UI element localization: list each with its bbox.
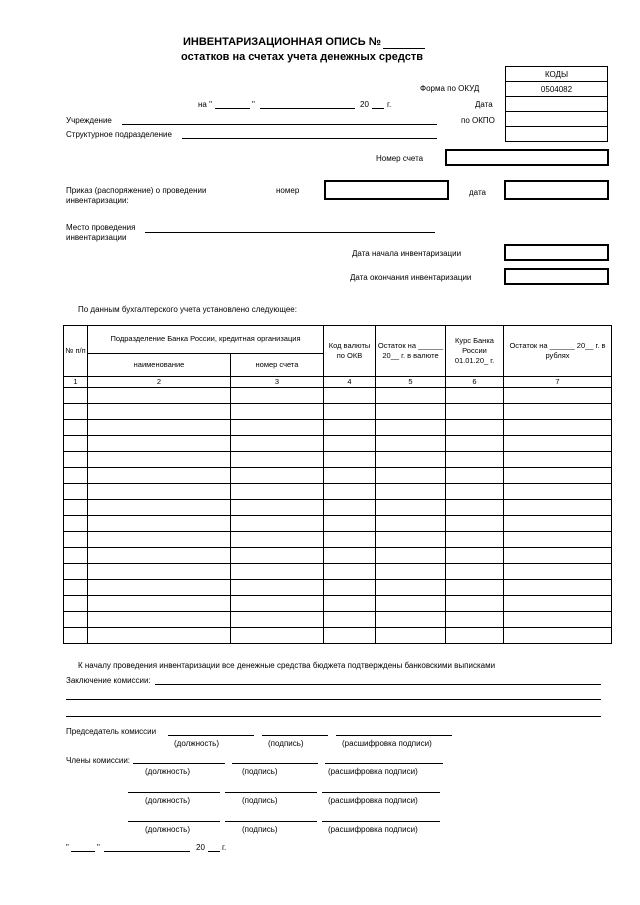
table-row bbox=[64, 516, 612, 532]
table-row bbox=[64, 596, 612, 612]
table-cell[interactable] bbox=[446, 612, 504, 628]
col-rate-header: Курс Банка России 01.01.20_ г. bbox=[446, 326, 504, 377]
table-cell[interactable] bbox=[88, 500, 231, 516]
table-cell[interactable] bbox=[376, 564, 446, 580]
table-cell[interactable] bbox=[64, 452, 88, 468]
table-cell[interactable] bbox=[504, 628, 612, 644]
table-cell[interactable] bbox=[446, 516, 504, 532]
table-cell[interactable] bbox=[231, 484, 324, 500]
signature-caption: (подпись) bbox=[242, 796, 278, 805]
table-cell[interactable] bbox=[88, 420, 231, 436]
footer-date-year-line[interactable] bbox=[208, 851, 220, 852]
table-cell[interactable] bbox=[446, 420, 504, 436]
table-cell[interactable] bbox=[231, 612, 324, 628]
okpo-label: по ОКПО bbox=[461, 116, 495, 125]
table-cell[interactable] bbox=[376, 580, 446, 596]
table-cell[interactable] bbox=[446, 404, 504, 420]
table-cell[interactable] bbox=[64, 532, 88, 548]
member3-decoding-line[interactable] bbox=[322, 821, 440, 822]
decoding-caption: (расшифровка подписи) bbox=[328, 825, 418, 834]
signature-caption: (подпись) bbox=[242, 767, 278, 776]
table-cell[interactable] bbox=[64, 596, 88, 612]
table-row bbox=[64, 420, 612, 436]
table-row bbox=[64, 468, 612, 484]
table-cell[interactable] bbox=[446, 388, 504, 404]
table-cell[interactable] bbox=[231, 516, 324, 532]
table-cell[interactable] bbox=[504, 468, 612, 484]
inventory-table bbox=[63, 325, 612, 644]
date-code-cell[interactable] bbox=[506, 97, 608, 112]
title-number-line bbox=[383, 48, 425, 49]
table-cell[interactable] bbox=[376, 612, 446, 628]
table-row bbox=[64, 436, 612, 452]
table-cell[interactable] bbox=[376, 548, 446, 564]
col-number: 7 bbox=[504, 377, 612, 388]
table-cell[interactable] bbox=[88, 612, 231, 628]
table-row bbox=[64, 388, 612, 404]
account-number-box[interactable] bbox=[445, 149, 609, 166]
table-cell[interactable] bbox=[504, 404, 612, 420]
member2-signature-line[interactable] bbox=[225, 792, 317, 793]
table-cell[interactable] bbox=[446, 484, 504, 500]
conclusion-line-3[interactable] bbox=[66, 716, 601, 717]
col-account-header: номер счета bbox=[231, 353, 324, 376]
date-g: г. bbox=[387, 100, 392, 109]
table-cell[interactable] bbox=[324, 548, 376, 564]
table-cell[interactable] bbox=[504, 500, 612, 516]
table-cell[interactable] bbox=[64, 436, 88, 452]
table-cell[interactable] bbox=[88, 468, 231, 484]
table-cell[interactable] bbox=[88, 452, 231, 468]
table-cell[interactable] bbox=[88, 484, 231, 500]
table-row bbox=[64, 564, 612, 580]
codes-header: КОДЫ bbox=[506, 67, 608, 82]
table-cell[interactable] bbox=[231, 548, 324, 564]
position-caption: (должность) bbox=[145, 767, 190, 776]
table-cell[interactable] bbox=[376, 468, 446, 484]
order-label: Приказ (распоряжение) о проведении инвентаризации: bbox=[66, 186, 207, 205]
table-cell[interactable] bbox=[376, 628, 446, 644]
col-name-header: наименование bbox=[88, 353, 231, 376]
department-line[interactable] bbox=[182, 138, 437, 139]
place-line[interactable] bbox=[145, 232, 435, 233]
member2-decoding-line[interactable] bbox=[322, 792, 440, 793]
table-cell[interactable] bbox=[376, 500, 446, 516]
col-number: 3 bbox=[231, 377, 324, 388]
table-row bbox=[64, 548, 612, 564]
conclusion-line-1[interactable] bbox=[155, 684, 601, 685]
table-cell[interactable] bbox=[504, 516, 612, 532]
table-cell[interactable] bbox=[324, 436, 376, 452]
member1-signature-line[interactable] bbox=[232, 763, 318, 764]
table-row bbox=[64, 628, 612, 644]
table-cell[interactable] bbox=[64, 468, 88, 484]
table-cell[interactable] bbox=[88, 532, 231, 548]
end-date-box[interactable] bbox=[504, 268, 609, 285]
table-cell[interactable] bbox=[504, 484, 612, 500]
table-cell[interactable] bbox=[324, 388, 376, 404]
table-cell[interactable] bbox=[324, 500, 376, 516]
table-cell[interactable] bbox=[324, 596, 376, 612]
order-number-label: номер bbox=[276, 186, 300, 195]
col-number: 1 bbox=[64, 377, 88, 388]
table-cell[interactable] bbox=[376, 436, 446, 452]
chairman-decoding-line[interactable] bbox=[336, 735, 452, 736]
table-cell[interactable] bbox=[504, 436, 612, 452]
table-cell[interactable] bbox=[504, 564, 612, 580]
table-row bbox=[64, 452, 612, 468]
table-cell[interactable] bbox=[446, 436, 504, 452]
table-cell[interactable] bbox=[231, 452, 324, 468]
table-cell[interactable] bbox=[64, 580, 88, 596]
table-cell[interactable] bbox=[376, 484, 446, 500]
member1-decoding-line[interactable] bbox=[325, 763, 443, 764]
date-day-line[interactable] bbox=[215, 108, 250, 109]
doc-subtitle: остатков на счетах учета денежных средств bbox=[181, 51, 423, 63]
table-cell[interactable] bbox=[324, 516, 376, 532]
footer-date-g: г. bbox=[222, 843, 227, 852]
table-cell[interactable] bbox=[376, 596, 446, 612]
table-cell[interactable] bbox=[64, 388, 88, 404]
table-cell[interactable] bbox=[64, 420, 88, 436]
col-balance-rub-header: Остаток на ______ 20__ г. в рублях bbox=[504, 326, 612, 377]
date-month-line[interactable] bbox=[260, 108, 355, 109]
table-cell[interactable] bbox=[231, 532, 324, 548]
table-cell[interactable] bbox=[504, 548, 612, 564]
table-row bbox=[64, 404, 612, 420]
table-cell[interactable] bbox=[504, 420, 612, 436]
table-cell[interactable] bbox=[446, 580, 504, 596]
table-cell[interactable] bbox=[446, 628, 504, 644]
account-number-label: Номер счета bbox=[376, 154, 424, 163]
member2-position-line[interactable] bbox=[128, 792, 220, 793]
chairman-label: Председатель комиссии bbox=[66, 727, 157, 736]
table-cell[interactable] bbox=[231, 628, 324, 644]
table-cell[interactable] bbox=[88, 404, 231, 420]
table-cell[interactable] bbox=[64, 564, 88, 580]
okud-value: 0504082 bbox=[506, 82, 608, 97]
institution-label: Учреждение bbox=[66, 116, 112, 125]
table-cell[interactable] bbox=[88, 516, 231, 532]
decoding-caption: (расшифровка подписи) bbox=[328, 767, 418, 776]
order-date-label: дата bbox=[469, 188, 486, 197]
table-cell[interactable] bbox=[231, 580, 324, 596]
table-cell[interactable] bbox=[376, 420, 446, 436]
col-balance-cur-header: Остаток на ______ 20__ г. в валюте bbox=[376, 326, 446, 377]
table-cell[interactable] bbox=[446, 596, 504, 612]
table-cell[interactable] bbox=[64, 516, 88, 532]
okud-label: Форма по ОКУД bbox=[420, 84, 480, 93]
footer-date-month-line[interactable] bbox=[104, 851, 190, 852]
date-na: на " bbox=[198, 100, 212, 109]
date-label: Дата bbox=[475, 100, 493, 109]
footer-date-year: 20 bbox=[196, 843, 205, 852]
doc-title: ИНВЕНТАРИЗАЦИОННАЯ ОПИСЬ № bbox=[183, 36, 381, 48]
table-cell[interactable] bbox=[64, 612, 88, 628]
table-cell[interactable] bbox=[504, 580, 612, 596]
footer-date-day-line[interactable] bbox=[71, 851, 95, 852]
col-number: 2 bbox=[88, 377, 231, 388]
col-number: 5 bbox=[376, 377, 446, 388]
member3-position-line[interactable] bbox=[128, 821, 220, 822]
col-currency-header: Код валюты по ОКВ bbox=[324, 326, 376, 377]
extra-code-cell[interactable] bbox=[506, 127, 608, 142]
table-cell[interactable] bbox=[376, 452, 446, 468]
position-caption: (должность) bbox=[174, 739, 219, 748]
decoding-caption: (расшифровка подписи) bbox=[328, 796, 418, 805]
members-label: Члены комиссии: bbox=[66, 756, 131, 765]
table-cell[interactable] bbox=[446, 564, 504, 580]
okpo-code-cell[interactable] bbox=[506, 112, 608, 127]
intro-text: По данным бухгалтерского учета установлено следующее: bbox=[78, 305, 297, 314]
table-row bbox=[64, 484, 612, 500]
table-cell[interactable] bbox=[376, 404, 446, 420]
conclusion-label: Заключение комиссии: bbox=[66, 676, 151, 685]
start-date-label: Дата начала инвентаризации bbox=[352, 249, 462, 258]
table-row bbox=[64, 532, 612, 548]
table-cell[interactable] bbox=[88, 628, 231, 644]
table-cell[interactable] bbox=[324, 452, 376, 468]
table-cell[interactable] bbox=[231, 404, 324, 420]
col-num-header: № п/п bbox=[64, 326, 88, 377]
table-cell[interactable] bbox=[231, 388, 324, 404]
end-date-label: Дата окончания инвентаризации bbox=[350, 273, 472, 282]
table-row bbox=[64, 612, 612, 628]
table-cell[interactable] bbox=[324, 484, 376, 500]
signature-caption: (подпись) bbox=[268, 739, 304, 748]
table-cell[interactable] bbox=[231, 500, 324, 516]
position-caption: (должность) bbox=[145, 825, 190, 834]
footer-date-quote-close: " bbox=[97, 843, 100, 852]
table-cell[interactable] bbox=[446, 452, 504, 468]
col-number: 4 bbox=[324, 377, 376, 388]
position-caption: (должность) bbox=[145, 796, 190, 805]
table-cell[interactable] bbox=[324, 628, 376, 644]
table-cell[interactable] bbox=[88, 564, 231, 580]
table-row bbox=[64, 580, 612, 596]
place-label: Место проведения инвентаризации bbox=[66, 223, 136, 242]
table-cell[interactable] bbox=[88, 580, 231, 596]
table-cell[interactable] bbox=[446, 500, 504, 516]
codes-table bbox=[505, 66, 608, 142]
date-quote: " bbox=[252, 100, 255, 109]
table-cell[interactable] bbox=[88, 436, 231, 452]
department-label: Структурное подразделение bbox=[66, 130, 172, 139]
member3-signature-line[interactable] bbox=[225, 821, 317, 822]
table-cell[interactable] bbox=[376, 388, 446, 404]
date-year-line[interactable] bbox=[372, 108, 384, 109]
col-number: 6 bbox=[446, 377, 504, 388]
start-date-box[interactable] bbox=[504, 244, 609, 261]
footer-date-quote-open: " bbox=[66, 843, 69, 852]
table-cell[interactable] bbox=[446, 548, 504, 564]
table-cell[interactable] bbox=[504, 612, 612, 628]
table-cell[interactable] bbox=[504, 596, 612, 612]
table-cell[interactable] bbox=[231, 564, 324, 580]
member1-position-line[interactable] bbox=[133, 763, 225, 764]
table-cell[interactable] bbox=[446, 532, 504, 548]
order-number-box[interactable] bbox=[324, 180, 449, 200]
institution-line[interactable] bbox=[122, 124, 437, 125]
table-cell[interactable] bbox=[64, 404, 88, 420]
decoding-caption: (расшифровка подписи) bbox=[342, 739, 432, 748]
table-cell[interactable] bbox=[376, 532, 446, 548]
table-cell[interactable] bbox=[324, 532, 376, 548]
table-cell[interactable] bbox=[231, 596, 324, 612]
table-cell[interactable] bbox=[324, 468, 376, 484]
table-cell[interactable] bbox=[324, 580, 376, 596]
table-cell[interactable] bbox=[324, 612, 376, 628]
date-year: 20 bbox=[360, 100, 369, 109]
chairman-signature-line[interactable] bbox=[262, 735, 328, 736]
order-date-box[interactable] bbox=[504, 180, 609, 200]
table-cell[interactable] bbox=[64, 628, 88, 644]
conclusion-line-2[interactable] bbox=[66, 699, 601, 700]
confirm-text: К началу проведения инвентаризации все денежные средства бюджета подтверждены банковскими выписками bbox=[78, 661, 496, 670]
table-cell[interactable] bbox=[504, 532, 612, 548]
table-cell[interactable] bbox=[64, 484, 88, 500]
table-cell[interactable] bbox=[231, 420, 324, 436]
table-cell[interactable] bbox=[88, 388, 231, 404]
col-subdiv-header: Подразделение Банка России, кредитная организация bbox=[88, 326, 324, 354]
signature-caption: (подпись) bbox=[242, 825, 278, 834]
table-cell[interactable] bbox=[324, 420, 376, 436]
table-cell[interactable] bbox=[88, 548, 231, 564]
table-cell[interactable] bbox=[504, 452, 612, 468]
table-cell[interactable] bbox=[64, 548, 88, 564]
table-cell[interactable] bbox=[64, 500, 88, 516]
table-cell[interactable] bbox=[231, 468, 324, 484]
table-cell[interactable] bbox=[446, 468, 504, 484]
table-cell[interactable] bbox=[88, 596, 231, 612]
table-cell[interactable] bbox=[376, 516, 446, 532]
table-cell[interactable] bbox=[324, 564, 376, 580]
chairman-position-line[interactable] bbox=[168, 735, 254, 736]
table-cell[interactable] bbox=[504, 388, 612, 404]
table-row bbox=[64, 500, 612, 516]
table-cell[interactable] bbox=[324, 404, 376, 420]
table-cell[interactable] bbox=[231, 436, 324, 452]
